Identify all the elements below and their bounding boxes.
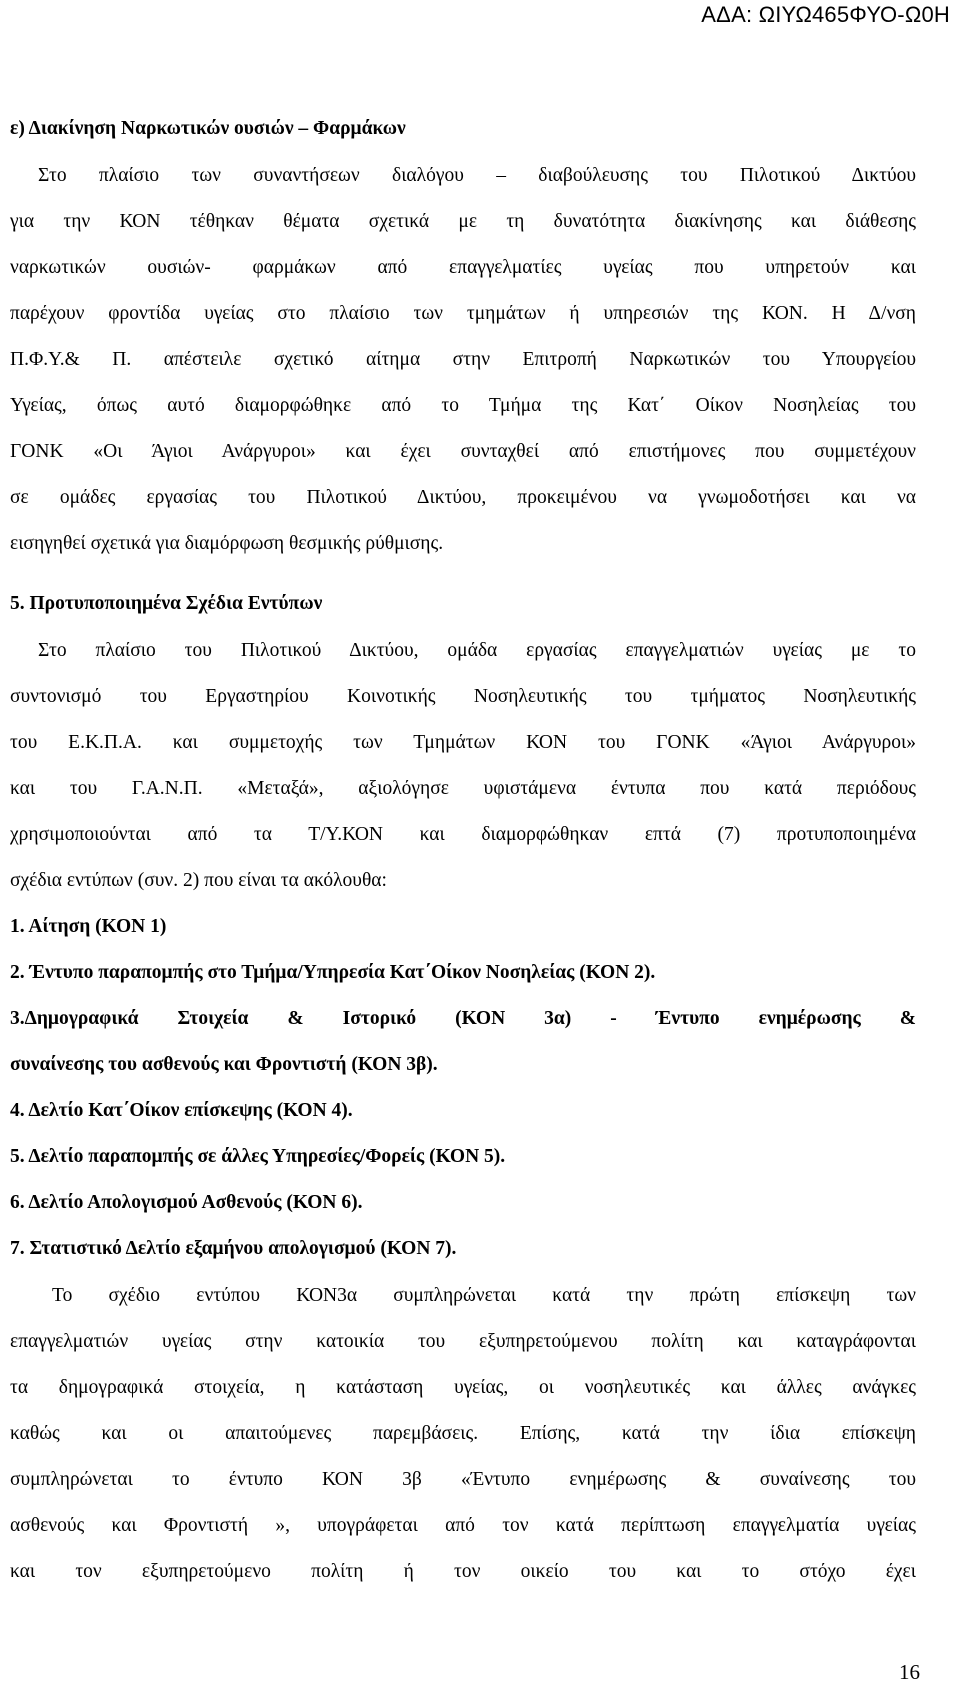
paragraph-line: Στο πλαίσιο των συναντήσεων διαλόγου – διαβούλευσης του Πιλοτικού Δικτύου [38, 165, 916, 186]
paragraph-line: καθώς και οι απαιτούμενες παρεμβάσεις. Επίσης, κατά την ίδια επίσκεψη [10, 1423, 916, 1444]
section-e-title: ε) Διακίνηση Ναρκωτικών ουσιών – Φαρμάκων [10, 118, 406, 139]
list-item: 7. Στατιστικό Δελτίο εξαμήνου απολογισμού (ΚΟΝ 7). [10, 1238, 457, 1259]
paragraph-line: τα δημογραφικά στοιχεία, η κατάσταση υγείας, οι νοσηλευτικές και άλλες ανάγκες [10, 1377, 916, 1398]
paragraph-line: και τον εξυπηρετούμενο πολίτη ή τον οικείο του και το στόχο έχει [10, 1561, 916, 1582]
paragraph-line: εισηγηθεί σχετικά για διαμόρφωση θεσμικής ρύθμισης. [10, 533, 444, 554]
paragraph-line: συμπληρώνεται το έντυπο ΚΟΝ 3β «Έντυπο ενημέρωσης & συναίνεσης του [10, 1469, 916, 1490]
paragraph-line: για την ΚΟΝ τέθηκαν θέματα σχετικά με τη δυνατότητα διακίνησης και διάθεσης [10, 211, 916, 232]
paragraph-line: ναρκωτικών ουσιών- φαρμάκων από επαγγελματίες υγείας που υπηρετούν και [10, 257, 916, 278]
list-item: 1. Αίτηση (ΚΟΝ 1) [10, 916, 167, 937]
paragraph-line: σε ομάδες εργασίας του Πιλοτικού Δικτύου, προκειμένου να γνωμοδοτήσει και να [10, 487, 916, 508]
paragraph-line: Το σχέδιο εντύπου ΚΟΝ3α συμπληρώνεται κατά την πρώτη επίσκεψη των [52, 1285, 916, 1306]
paragraph-line: Π.Φ.Υ.& Π. απέστειλε σχετικό αίτημα στην Επιτροπή Ναρκωτικών του Υπουργείου [10, 349, 916, 370]
paragraph-line: χρησιμοποιούνται από τα Τ/Υ.ΚΟΝ και διαμορφώθηκαν επτά (7) προτυποποιημένα [10, 824, 916, 845]
list-item: 4. Δελτίο Κατ΄Οίκον επίσκεψης (ΚΟΝ 4). [10, 1100, 353, 1121]
list-item: 6. Δελτίο Απολογισμού Ασθενούς (ΚΟΝ 6). [10, 1192, 363, 1213]
list-item: 2. Έντυπο παραπομπής στο Τμήμα/Υπηρεσία Κατ΄Οίκον Νοσηλείας (ΚΟΝ 2). [10, 962, 656, 983]
page-number: 16 [899, 1660, 920, 1684]
list-item: 5. Δελτίο παραπομπής σε άλλες Υπηρεσίες/Φορείς (ΚΟΝ 5). [10, 1146, 506, 1167]
paragraph-line: του Ε.Κ.Π.Α. και συμμετοχής των Τμημάτων ΚΟΝ του ΓΟΝΚ «Άγιοι Ανάργυροι» [10, 732, 916, 753]
paragraph-line: συντονισμό του Εργαστηρίου Κοινοτικής Νοσηλευτικής του τμήματος Νοσηλευτικής [10, 686, 916, 707]
section-5-title: 5. Προτυποποιημένα Σχέδια Εντύπων [10, 593, 323, 614]
ada-code: ΑΔΑ: ΩΙΥΩ465ΦΥΟ-Ω0Η [701, 2, 950, 27]
paragraph-line: παρέχουν φροντίδα υγείας στο πλαίσιο των τμημάτων ή υπηρεσιών της ΚΟΝ. Η Δ/νση [10, 303, 916, 324]
paragraph-line: επαγγελματιών υγείας στην κατοικία του εξυπηρετούμενου πολίτη και καταγράφονται [10, 1331, 916, 1352]
paragraph-line: Στο πλαίσιο του Πιλοτικού Δικτύου, ομάδα εργασίας επαγγελματιών υγείας με το [38, 640, 916, 661]
paragraph-line: ΓΟΝΚ «Οι Άγιοι Ανάργυροι» και έχει συνταχθεί από επιστήμονες που συμμετέχουν [10, 441, 916, 462]
paragraph-line: και του Γ.Α.Ν.Π. «Μεταξά», αξιολόγησε υφιστάμενα έντυπα που κατά περιόδους [10, 778, 916, 799]
list-item: συναίνεσης του ασθενούς και Φροντιστή (ΚΟΝ 3β). [10, 1054, 438, 1075]
paragraph-line: σχέδια εντύπων (συν. 2) που είναι τα ακόλουθα: [10, 870, 387, 891]
paragraph-line: Υγείας, όπως αυτό διαμορφώθηκε από το Τμήμα της Κατ΄ Οίκον Νοσηλείας του [10, 395, 916, 416]
paragraph-line: ασθενούς και Φροντιστή », υπογράφεται από τον κατά περίπτωση επαγγελματία υγείας [10, 1515, 916, 1536]
list-item: 3.Δημογραφικά Στοιχεία & Ιστορικό (ΚΟΝ 3α) - Έντυπο ενημέρωσης & [10, 1008, 916, 1029]
